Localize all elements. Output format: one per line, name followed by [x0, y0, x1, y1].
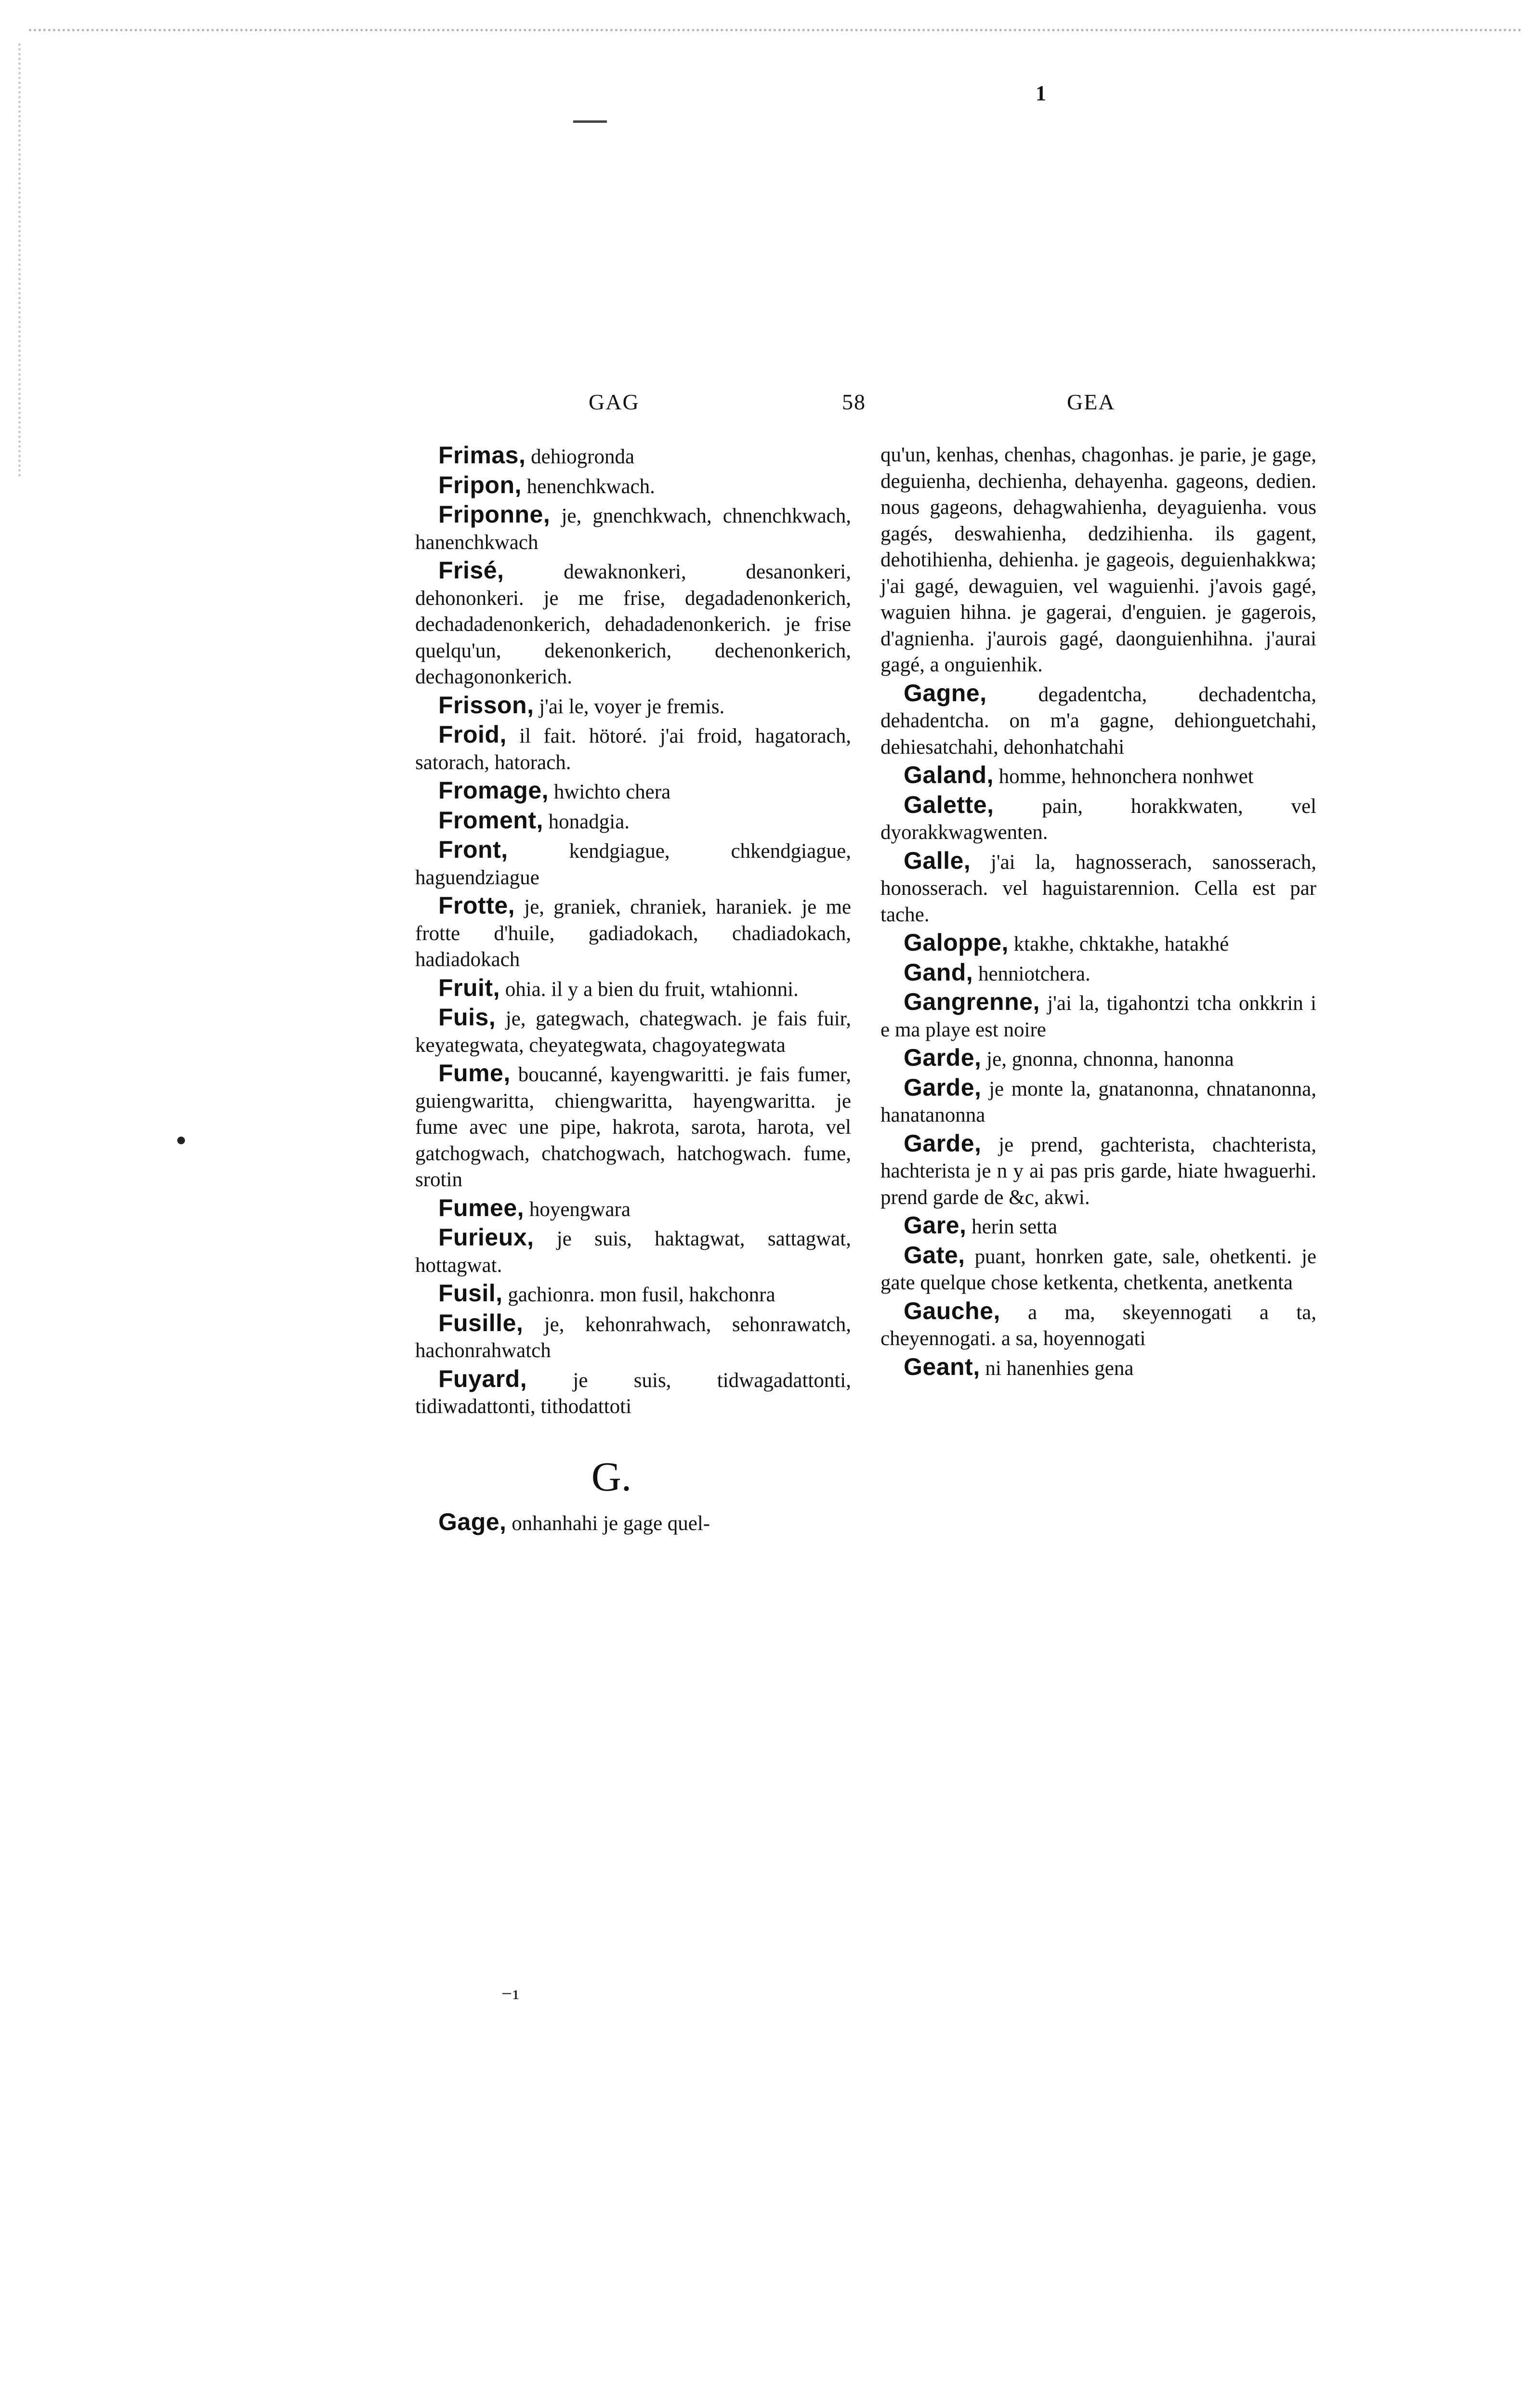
headword: Fuis, [438, 1004, 496, 1031]
dictionary-entry [415, 975, 851, 1003]
definition: henenchkwach. [521, 475, 655, 498]
headword: Fromage, [438, 777, 549, 804]
definition: kendgiague, chkendgiague, haguendziague [415, 840, 851, 889]
headword: Fripon, [438, 471, 522, 498]
definition: hwichto chera [549, 781, 671, 803]
headword: Frimas, [438, 442, 526, 469]
definition: onhanhahi je gage quel- [506, 1512, 710, 1535]
entry-list-right [880, 442, 1316, 1382]
dictionary-entry [880, 442, 1316, 679]
dictionary-entry [880, 959, 1316, 988]
dictionary-entry [415, 501, 851, 556]
dictionary-entry [880, 1045, 1316, 1073]
headword: Gangrenne, [904, 988, 1040, 1015]
definition: ni hanenhies gena [980, 1357, 1134, 1380]
dictionary-entry [415, 1366, 851, 1420]
dictionary-entry [880, 680, 1316, 761]
headword: Friponne, [438, 501, 551, 528]
headword: Galoppe, [904, 929, 1009, 956]
headword: Frisé, [438, 557, 504, 584]
definition: je, graniek, chraniek, haraniek. je me frotte d'huile, gadiadokach, chadiadokach, hadiadokach [415, 896, 851, 971]
headword: Galand, [904, 761, 994, 788]
page-number: 58 [842, 390, 866, 414]
dictionary-entry [880, 792, 1316, 846]
headword: Fume, [438, 1060, 511, 1086]
dictionary-entry [415, 692, 851, 720]
headword: Fuyard, [438, 1365, 527, 1392]
dictionary-entry [415, 442, 851, 471]
bottom-mark: ⁻¹ [501, 1985, 520, 2010]
dictionary-entry [415, 777, 851, 806]
scan-top-edge [29, 29, 1522, 33]
definition: degadentcha, dechadentcha, dehadentcha. on m'a gagne, dehionguetchahi, dehiesatchahi, dehonhatchahi [880, 683, 1316, 759]
dictionary-entry [880, 1298, 1316, 1352]
dictionary-entry [415, 1060, 851, 1193]
definition: qu'un, kenhas, chenhas, chagonhas. je parie, je gage, deguienha, dechienha, dehayenha. gageons, dedien. nous gageons, dehagwahienha, deyaguienha. vous gagés, deswahienha, dedzihienha. ils gagent, dehotihienha, dehienha. je gageois, deguienhakkwa; j'ai gagé, dewaguien, vel waguienhi. j'avois gagé, waguien hihna. je gagerai, d'enguien. je gagerois, d'agnienha. j'aurois gagé, daonguienhihna. j'aurai gagé, a onguienhik. [880, 444, 1316, 676]
dictionary-entry [880, 1130, 1316, 1211]
definition: je, gnenchkwach, chnenchkwach, hanenchkwach [415, 505, 851, 554]
dictionary-entry [415, 1509, 851, 1537]
headword: Geant, [904, 1353, 980, 1380]
definition: je, gategwach, chategwach. je fais fuir, keyategwata, cheyategwata, chagoyategwata [415, 1008, 851, 1057]
dictionary-entry [415, 1195, 851, 1223]
headword: Galette, [904, 791, 994, 818]
headword: Gauche, [904, 1297, 1000, 1324]
definition: il fait. hötoré. j'ai froid, hagatorach, satorach, hatorach. [415, 725, 851, 774]
dictionary-entry [880, 1074, 1316, 1129]
headword: Gare, [904, 1212, 967, 1239]
definition: ohia. il y a bien du fruit, wtahionni. [499, 978, 799, 1001]
headword: Fumee, [438, 1194, 525, 1221]
running-head-right: GEA [1067, 390, 1116, 414]
dictionary-entry [415, 1224, 851, 1279]
dictionary-entry [415, 1310, 851, 1364]
entry-list-left [415, 442, 851, 1420]
definition: dewaknonkeri, desanonkeri, dehononkeri. je me frise, degadadenonkerich, dechadadenonkerich, dehadadenonkerich. je frise quelqu'un, dekenonkerich, dechenonkerich, dechagononkerich. [415, 561, 851, 688]
dictionary-entry [415, 837, 851, 891]
headword: Front, [438, 836, 508, 863]
headword: Gate, [904, 1241, 965, 1269]
definition: a ma, skeyennogati a ta, cheyennogati. a sa, hoyennogati [880, 1301, 1316, 1350]
headword: Fusille, [438, 1309, 524, 1336]
dictionary-entry [880, 1354, 1316, 1382]
headword: Gage, [438, 1508, 507, 1535]
definition: je, gnonna, chnonna, hanonna [981, 1048, 1234, 1071]
dictionary-entry [415, 721, 851, 776]
headword: Garde, [904, 1073, 982, 1101]
corner-mark: 1 [1036, 81, 1046, 105]
definition: hoyengwara [524, 1198, 631, 1221]
headword: Froid, [438, 721, 507, 748]
definition: boucanné, kayengwaritti. je fais fumer, guiengwaritta, chiengwaritta, hayengwaritta. je fume avec une pipe, hakrota, sarota, harota, vel gatchogwach, chatchogwach, hatchogwach. fume, srotin [415, 1063, 851, 1191]
dictionary-entry [415, 892, 851, 973]
headword: Frisson, [438, 691, 534, 719]
dash-mark [573, 120, 607, 123]
definition: dehiogronda [525, 445, 635, 468]
definition: je, kehonrahwach, sehonrawatch, hachonrahwatch [415, 1313, 851, 1362]
dictionary-entry [415, 472, 851, 500]
definition: j'ai le, voyer je fremis. [534, 695, 725, 718]
definition: honadgia. [543, 810, 630, 833]
headword: Garde, [904, 1044, 982, 1071]
headword: Frotte, [438, 892, 515, 919]
headword: Froment, [438, 806, 543, 834]
section-letter: G. [591, 1453, 632, 1500]
right-column [880, 442, 1316, 1383]
margin-dot [177, 1137, 185, 1144]
dictionary-entry [415, 1280, 851, 1309]
headword: Furieux, [438, 1224, 534, 1251]
scan-left-edge [18, 43, 24, 477]
headword: Garde, [904, 1129, 982, 1157]
running-head-left: GAG [589, 390, 640, 414]
definition: j'ai la, tigahontzi tcha onkkrin i e ma playe est noire [880, 992, 1316, 1041]
definition: je suis, haktagwat, sattagwat, hottagwat. [415, 1228, 851, 1277]
definition: henniotchera. [973, 962, 1090, 985]
definition: gachionra. mon fusil, hakchonra [502, 1283, 775, 1306]
dictionary-entry [415, 557, 851, 691]
definition: je suis, tidwagadattonti, tidiwadattonti, tithodattoti [415, 1369, 851, 1418]
headword: Galle, [904, 847, 971, 874]
headword: Fruit, [438, 974, 500, 1001]
definition: ktakhe, chktakhe, hatakhé [1008, 933, 1229, 955]
dictionary-entry [880, 848, 1316, 929]
definition: puant, honrken gate, sale, ohetkenti. je gate quelque chose ketkenta, chetkenta, anetkenta [880, 1245, 1316, 1294]
definition: je prend, gachterista, chachterista, hachterista je n y ai pas pris garde, hiate hwaguerhi. prend garde de &c, akwi. [880, 1133, 1316, 1209]
definition: je monte la, gnatanonna, chnatanonna, hanatanonna [880, 1077, 1316, 1126]
definition: herin setta [966, 1216, 1058, 1238]
definition: homme, hehnonchera nonhwet [993, 765, 1254, 788]
dictionary-entry [880, 762, 1316, 790]
dictionary-entry [415, 1004, 851, 1059]
dictionary-entry [880, 1212, 1316, 1241]
definition: pain, horakkwaten, vel dyorakkwagwenten. [880, 795, 1316, 844]
dictionary-entry [880, 989, 1316, 1043]
definition: j'ai la, hagnosserach, sanosserach, honosserach. vel haguistarennion. Cella est par tache. [880, 851, 1316, 926]
headword: Fusil, [438, 1280, 503, 1307]
dictionary-entry [880, 929, 1316, 958]
left-column [415, 442, 851, 1539]
dictionary-entry [880, 1242, 1316, 1296]
headword: Gagne, [904, 679, 987, 707]
dictionary-entry [415, 807, 851, 836]
headword: Gand, [904, 958, 973, 986]
